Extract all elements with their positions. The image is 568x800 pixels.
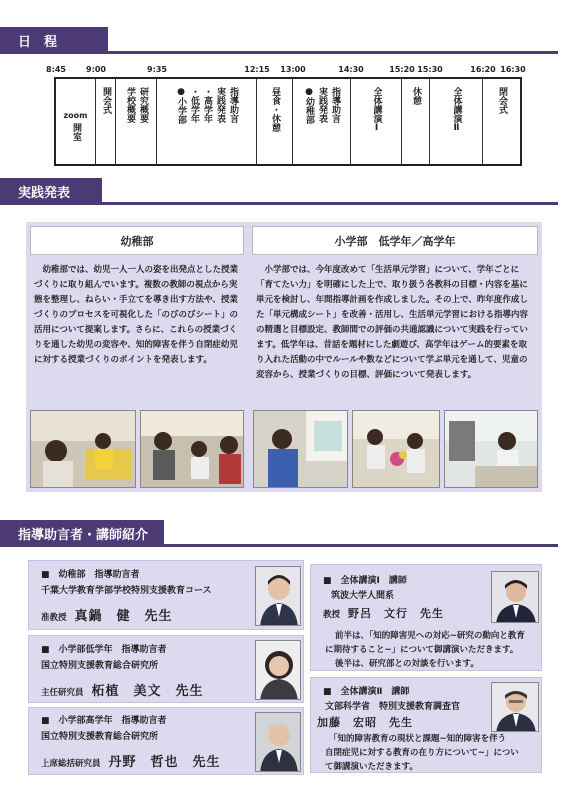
time-label: 16:20 [470, 65, 496, 74]
advisor-name-line [41, 680, 204, 699]
people-heading: 指導助言者・講師紹介 [0, 520, 164, 547]
time-label: 8:45 [46, 65, 66, 74]
practice-divider [102, 202, 558, 205]
cell-text: ・高学年 [202, 87, 212, 123]
kinder-text: 幼稚部では、幼児一人一人の姿を出発点とした授業づくりに取り組んでいます。複数の教師の視点から実態を整理し、ねらい・手立てを導き出す方法や、授業づくりのプロセスを可視化した「のびのびシート」の活用について提案します。さらに、これらの授業づくりを通した幼児の変容や、知的障害を伴う自閉症幼児に対する授業づくりのポイントを発表します。 [34, 265, 239, 365]
cell-text: ・低学年 [189, 87, 199, 123]
cell-text: 休憩 [411, 87, 421, 105]
lecturer-description [325, 732, 541, 774]
advisor-name: 真鍋 健 先生 [74, 609, 173, 624]
advisor-rank: 上席総括研究員 [41, 759, 101, 769]
time-label: 9:35 [147, 65, 167, 74]
advisor-card-elem-lower [28, 635, 304, 703]
time-label: 15:30 [417, 65, 443, 74]
schedule-times [0, 65, 568, 77]
schedule-divider [108, 51, 558, 54]
cell-text: 研究概要 [138, 87, 148, 123]
time-label: 16:30 [500, 65, 526, 74]
cell-text: 実践発表 [317, 87, 327, 123]
schedule-table [54, 77, 522, 166]
lecturer-org: 文部科学省 特別支援教育調査官 [325, 702, 461, 712]
advisor-rank: 准教授 [41, 613, 67, 623]
schedule-heading: 日 程 [0, 27, 108, 54]
people-divider [164, 544, 558, 547]
advisor-org: 国立特別支援教育総合研究所 [41, 732, 159, 742]
advisor-role: ■ 幼稚部 指導助言者 [41, 570, 140, 580]
schedule-cell-lunch [257, 79, 293, 164]
lecturer-card-1 [310, 564, 542, 671]
desc-line: 前半は、「知的障害児への対応~研究の動向と教育 [335, 631, 525, 641]
time-label: 13:00 [280, 65, 306, 74]
lecturer-description [325, 629, 541, 671]
kinder-photo-1 [30, 410, 136, 488]
cell-text: 実践発表 [215, 87, 225, 123]
time-label: 9:00 [86, 65, 106, 74]
kinder-title: 幼稚部 [30, 226, 244, 255]
elem-title: 小学部 低学年／高学年 [252, 226, 538, 255]
elem-photo-3 [444, 410, 538, 488]
schedule-cell-kinder [293, 79, 351, 164]
advisor-org: 国立特別支援教育総合研究所 [41, 661, 159, 671]
cell-text: 開会式 [101, 87, 111, 114]
advisor-photo [255, 640, 301, 700]
cell-text: 開室 [71, 123, 81, 141]
lecturer-name: 加藤 宏昭 先生 [317, 716, 413, 729]
time-label: 12:15 [244, 65, 270, 74]
lecturer-photo [491, 682, 539, 732]
kinder-photo-2 [140, 410, 244, 488]
lecturer-rank: 教授 [323, 610, 341, 620]
lecturer-card-2 [310, 677, 542, 773]
advisor-card-elem-upper [28, 707, 304, 775]
cell-text: 学校概要 [125, 87, 135, 123]
cell-text: 指導助言 [228, 87, 238, 123]
lecturer-role: ■ 全体講演Ⅰ 講師 [323, 576, 407, 586]
time-label: 14:30 [338, 65, 364, 74]
cell-text: 全体講演Ⅱ [451, 87, 462, 133]
lecturer-role: ■ 全体講演Ⅱ 講師 [323, 687, 410, 697]
advisor-role: ■ 小学部低学年 指導助言者 [41, 645, 167, 655]
schedule-cell-elementary [157, 79, 257, 164]
desc-line: 後半は、研究部との対談を行います。 [335, 659, 479, 669]
schedule-cell-overview [116, 79, 157, 164]
schedule-cell-break [402, 79, 430, 164]
advisor-rank: 主任研究員 [41, 688, 84, 698]
advisor-photo [255, 566, 301, 626]
desc-line: に期待すること~」について御講演いただきます。 [325, 645, 519, 655]
cell-text: zoom [63, 111, 88, 120]
advisor-role: ■ 小学部高学年 指導助言者 [41, 716, 167, 726]
lecturer-org: 筑波大学人間系 [331, 591, 395, 601]
lecturer-name-line [323, 605, 444, 621]
lecturer-name-line [317, 714, 413, 730]
practice-panel [26, 222, 542, 492]
time-label: 15:20 [389, 65, 415, 74]
desc-line: 「知的障害教育の現状と課題~知的障害を伴う [329, 734, 507, 744]
elem-photo-1 [253, 410, 348, 488]
advisor-photo [255, 712, 301, 772]
elem-photo-2 [352, 410, 440, 488]
advisor-name: 柘植 美文 先生 [91, 684, 204, 699]
cell-text: 指導助言 [330, 87, 340, 123]
advisor-name-line [41, 751, 221, 770]
elem-text: 小学部では、今年度改めて「生活単元学習」について、学年ごとに「育てたい力」を明確にした上で、取り扱う各教科の目標・内容を基に単元を検討し、年間指導計画を作成しました。その上で、昨年度作成した「単元構成シート」を改善・活用し、生活単元学習における指導内容の精選と目標設定、教師間での評価の共通認識について実践を行っています。低学年は、昔話を題材にした劇遊び、高学年はゲーム的要素を取り入れた活動の中でルールや数などについて学ぶ単元を通して、児童の変容から、授業づくりの目標、評価について発表します。 [256, 265, 529, 380]
desc-line: 自閉症児に対する教育の在り方について~」につい [325, 748, 519, 758]
cell-text: 昼食・休憩 [270, 87, 280, 132]
cell-text: ●小学部 [176, 87, 186, 124]
desc-line: て御講演いただきます。 [325, 762, 418, 772]
schedule-cell-zoom [56, 79, 96, 164]
lecturer-name: 野呂 文行 先生 [348, 607, 445, 620]
advisor-name: 丹野 哲也 先生 [108, 755, 221, 770]
lecturer-photo [491, 571, 539, 623]
cell-text: 閉会式 [497, 87, 507, 114]
schedule-cell-closing [483, 79, 520, 164]
advisor-org: 千葉大学教育学部学校特別支援教育コース [41, 586, 212, 596]
cell-text: ●幼稚部 [304, 87, 314, 124]
advisor-card-kinder [28, 560, 304, 630]
practice-heading: 実践発表 [0, 178, 102, 205]
advisor-name-line [41, 605, 173, 624]
schedule-cell-lecture2 [430, 79, 483, 164]
cell-text: 全体講演Ⅰ [371, 87, 382, 133]
schedule-cell-opening [96, 79, 116, 164]
schedule-cell-lecture1 [351, 79, 402, 164]
